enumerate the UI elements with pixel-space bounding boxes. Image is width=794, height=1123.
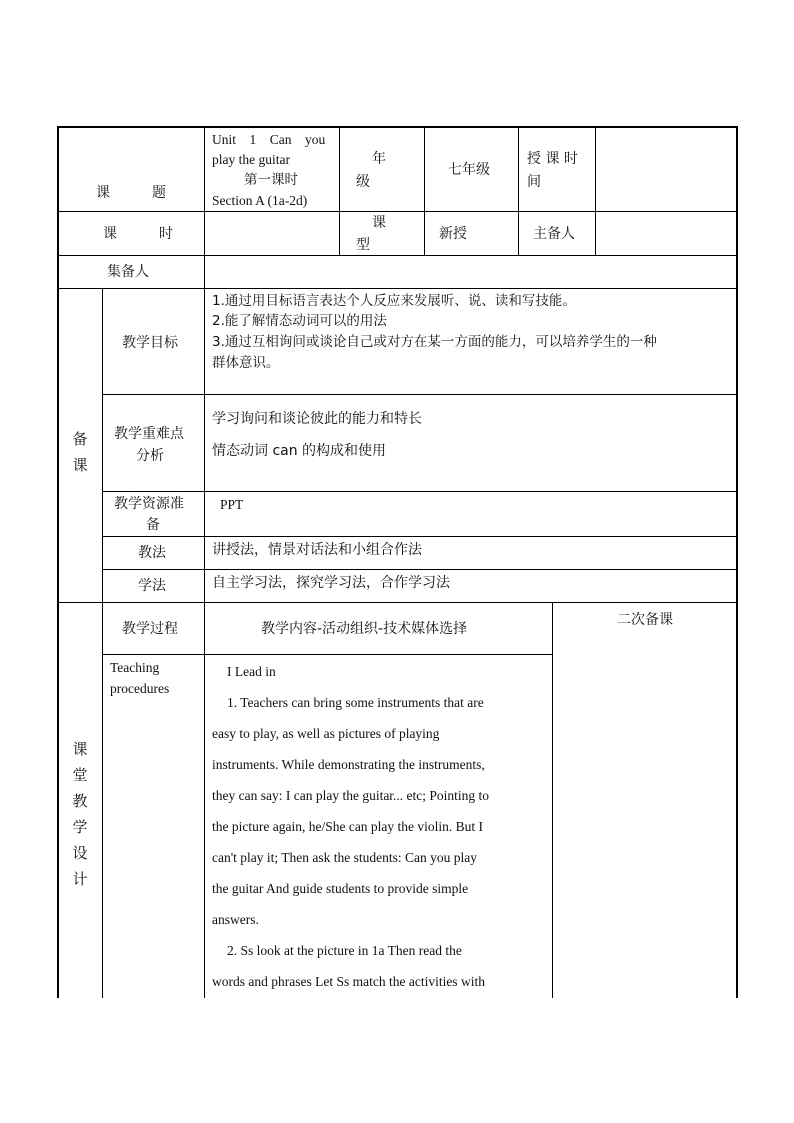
- resources-value: PPT: [220, 497, 244, 512]
- goals-label: 教学目标: [122, 335, 178, 351]
- content-line: the guitar And guide students to provide simple: [212, 881, 469, 896]
- content-line: can't play it; Then ask the students: Can you play: [212, 850, 478, 865]
- col-divider: [518, 126, 519, 255]
- keypoint-item: 学习询问和谈论彼此的能力和特长: [212, 411, 422, 427]
- content-line: answers.: [212, 912, 259, 927]
- design-side-char: 堂: [72, 766, 88, 784]
- procedures-label-2: procedures: [110, 681, 170, 696]
- grade-label: 年: [372, 151, 386, 167]
- second-prep-header: 二次备课: [617, 612, 673, 628]
- table-left-border: [57, 126, 59, 998]
- content-line: easy to play, as well as pictures of playing: [212, 726, 440, 741]
- design-side-char: 教: [72, 792, 88, 810]
- design-side-char: 学: [72, 818, 88, 836]
- design-side-char: 计: [72, 870, 88, 888]
- class-time-label-2: 间: [527, 174, 541, 190]
- row-divider: [102, 491, 737, 492]
- group-preparers-label: 集备人: [107, 264, 149, 280]
- prep-side-char: 备: [72, 430, 88, 448]
- procedure-content: [212, 656, 489, 997]
- row-divider: [102, 394, 737, 395]
- keypoints-label-2: 分析: [136, 448, 164, 464]
- content-line: instruments. While demonstrating the instruments,: [212, 757, 485, 772]
- row-divider: [102, 654, 552, 655]
- content-line: the picture again, he/She can play the violin. But I: [212, 819, 484, 834]
- prep-side-char: 课: [72, 456, 88, 474]
- grade-label-2: 级: [356, 174, 370, 190]
- prep-side-label: [71, 426, 89, 478]
- grade-value: 七年级: [448, 162, 490, 178]
- unit-title-line4: Section A (1a-2d): [212, 193, 308, 208]
- row-divider: [57, 255, 737, 256]
- learning-method-value: 自主学习法，探究学习法，合作学习法: [212, 575, 450, 591]
- lesson-type-value: 新授: [439, 226, 467, 242]
- teaching-method-label: 教法: [138, 545, 166, 561]
- table-right-border: [736, 126, 738, 998]
- topic-label: 课 题: [96, 185, 180, 201]
- col-divider: [204, 126, 205, 602]
- unit-title-line2: play the guitar: [212, 152, 290, 167]
- procedures-label: Teaching: [110, 660, 160, 675]
- period-label: 课 时: [103, 226, 187, 242]
- class-time-label: 授 课 时: [527, 151, 578, 167]
- learning-method-label: 学法: [138, 578, 166, 594]
- table-top-border: [57, 126, 737, 128]
- col-divider: [424, 126, 425, 255]
- content-line: I Lead in: [227, 664, 276, 679]
- design-side-char: 设: [72, 844, 88, 862]
- row-divider: [57, 288, 737, 289]
- col-divider: [552, 602, 553, 998]
- goal-item: 群体意识。: [212, 355, 280, 371]
- content-line: words and phrases Let Ss match the activities with: [212, 974, 485, 989]
- content-line: 1. Teachers can bring some instruments that are: [227, 695, 484, 710]
- process-header: 教学过程: [122, 621, 178, 637]
- design-side-label: [71, 736, 89, 892]
- resources-label-2: 备: [146, 517, 160, 533]
- resources-label: 教学资源准: [114, 496, 184, 512]
- col-divider: [102, 288, 103, 998]
- col-divider: [595, 126, 596, 255]
- col-divider: [204, 602, 205, 998]
- goal-item: 2.能了解情态动词可以的用法: [212, 313, 387, 329]
- unit-title-line3: 第一课时: [244, 172, 298, 188]
- keypoints-label: 教学重难点: [114, 426, 184, 442]
- lesson-type-label-2: 型: [356, 237, 370, 253]
- content-line: 2. Ss look at the picture in 1a Then read the: [227, 943, 462, 958]
- teaching-method-value: 讲授法，情景对话法和小组合作法: [212, 542, 422, 558]
- lesson-type-label: 课: [372, 215, 386, 231]
- design-side-char: 课: [72, 740, 88, 758]
- lead-preparer-label: 主备人: [533, 226, 575, 242]
- content-header: 教学内容-活动组织-技术媒体选择: [261, 621, 468, 637]
- unit-title-line1: Unit 1 Can you: [212, 132, 326, 147]
- row-divider: [57, 211, 737, 212]
- row-divider: [102, 536, 737, 537]
- row-divider: [57, 602, 737, 603]
- content-line: they can say: I can play the guitar... etc; Pointing to: [212, 788, 490, 803]
- col-divider: [339, 126, 340, 255]
- row-divider: [102, 569, 737, 570]
- keypoint-item: 情态动词 can 的构成和使用: [212, 443, 387, 459]
- goal-item: 1.通过用目标语言表达个人反应来发展听、说、读和写技能。: [212, 293, 576, 309]
- goal-item: 3.通过互相询问或谈论自己或对方在某一方面的能力，可以培养学生的一种: [212, 334, 657, 350]
